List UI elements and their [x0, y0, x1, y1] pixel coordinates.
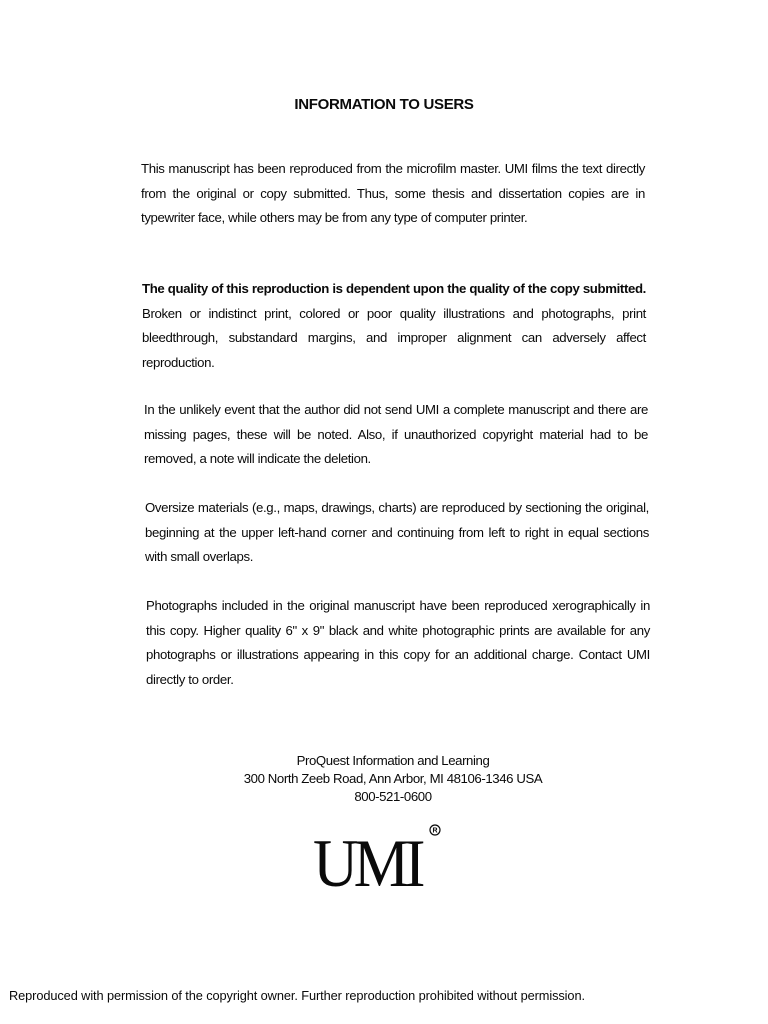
paragraph-missing-pages — [144, 398, 648, 472]
umi-logo — [313, 823, 453, 903]
paragraph-text: Broken or indistinct print, colored or poor quality illustrations and photographs, print bleedthrough, substandard margins, and improper alignment can adversely affect reproduction. — [142, 305, 646, 370]
svg-text:R: R — [432, 827, 438, 835]
paragraph-text: Photographs included in the original manuscript have been reproduced xerographically in this copy. Higher quality 6" x 9" black and white photographic prints are available for any photographs or illustrations appearing in this copy for an additional charge. Contact UMI directly to order. — [146, 598, 650, 687]
publisher-address: 300 North Zeeb Road, Ann Arbor, MI 48106-1346 USA — [243, 771, 543, 786]
paragraph-text: In the unlikely event that the author did not send UMI a complete manuscript and there are missing pages, these will be noted. Also, if unauthorized copyright material had to be removed, a note will indicate the deletion. — [144, 402, 648, 467]
paragraph-quality-notice — [142, 277, 646, 375]
paragraph-text: Oversize materials (e.g., maps, drawings, charts) are reproduced by sectioning the original, beginning at the upper left-hand corner and continuing from left to right in equal sections with small overlaps. — [145, 500, 649, 565]
paragraph-text: This manuscript has been reproduced from the microfilm master. UMI films the text directly from the original or copy submitted. Thus, some thesis and dissertation copies are in typewriter face, while others may be from any type of computer printer. — [141, 161, 645, 226]
publisher-phone: 800-521-0600 — [354, 789, 432, 804]
paragraph-microfilm-master — [141, 157, 645, 231]
footer-permission-note: Reproduced with permission of the copyright owner. Further reproduction prohibited without permission. — [9, 988, 585, 1003]
paragraph-emphasis: The quality of this reproduction is dependent upon the quality of the copy submitted. — [142, 281, 646, 296]
publisher-block — [0, 752, 768, 806]
paragraph-oversize-materials — [145, 496, 649, 570]
paragraph-photographs — [146, 594, 650, 692]
publisher-name: ProQuest Information and Learning — [296, 753, 490, 768]
page-title: INFORMATION TO USERS — [294, 96, 474, 113]
registered-mark-icon — [429, 824, 441, 836]
umi-logo-text: UMI — [313, 825, 421, 901]
